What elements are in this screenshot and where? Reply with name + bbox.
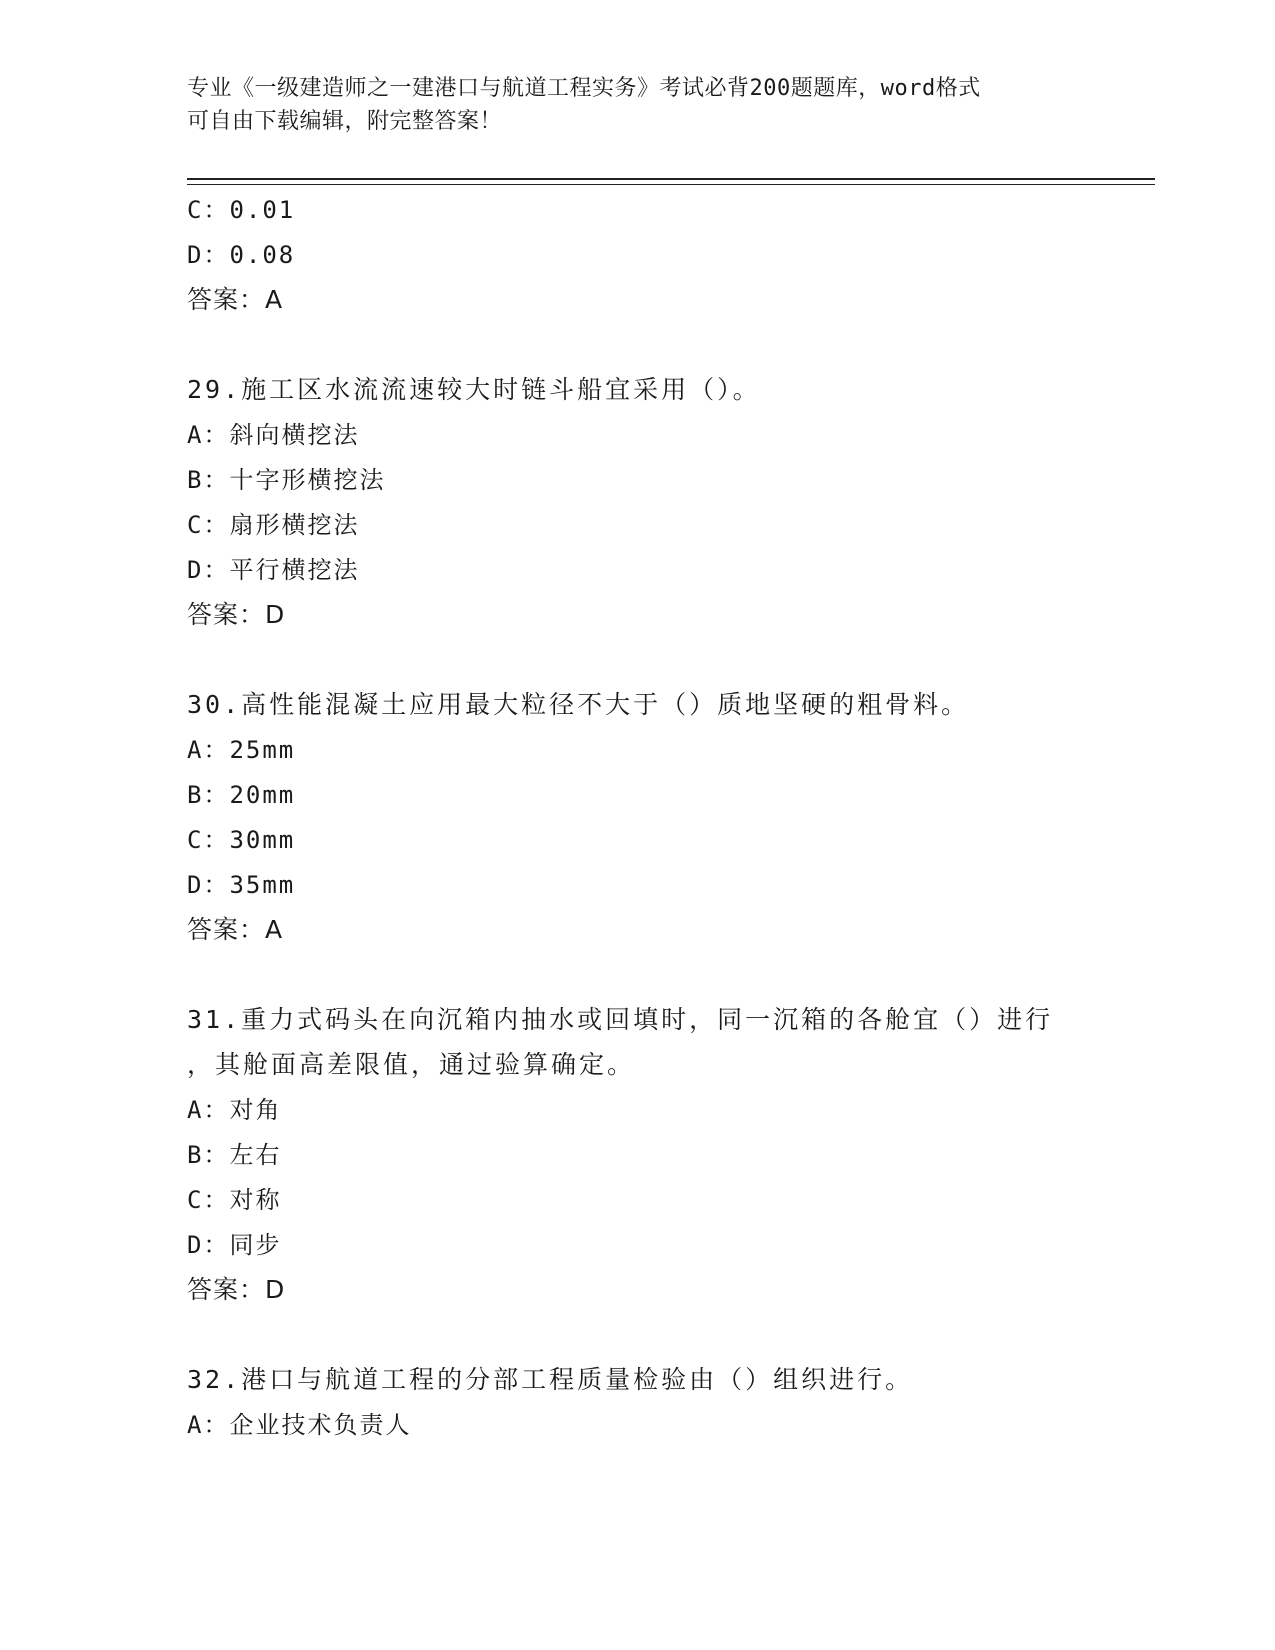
q31-option-a: A：对角: [187, 1096, 282, 1124]
q29-option-b: B：十字形横挖法: [187, 466, 386, 494]
q30-option-a: A：25mm: [187, 736, 296, 764]
q29-answer: 答案：D: [187, 600, 286, 629]
q28-answer: 答案：A: [187, 285, 284, 314]
q30-answer: 答案：A: [187, 915, 284, 944]
q29-option-a: A：斜向横挖法: [187, 421, 360, 449]
q30-option-c: C：30mm: [187, 826, 296, 854]
q31-answer: 答案：D: [187, 1275, 286, 1304]
q31-stem-line-1: 31.重力式码头在向沉箱内抽水或回填时，同一沉箱的各舱宜（）进行: [187, 1005, 1054, 1034]
q31-option-b: B：左右: [187, 1141, 282, 1169]
q30-option-d: D：35mm: [187, 871, 296, 899]
q29-option-c: C：扇形横挖法: [187, 511, 360, 539]
q30-option-b: B：20mm: [187, 781, 296, 809]
q31-stem-line-2: ，其舱面高差限值，通过验算确定。: [187, 1050, 636, 1079]
header-title-line-2: 可自由下载编辑，附完整答案！: [187, 109, 503, 134]
q29-stem: 29.施工区水流流速较大时链斗船宜采用（）。: [187, 375, 761, 404]
q29-option-d: D：平行横挖法: [187, 556, 360, 584]
q31-option-d: D：同步: [187, 1231, 282, 1259]
header-rule-thin: [187, 184, 1155, 185]
q31-option-c: C：对称: [187, 1186, 282, 1214]
q28-option-c: C：0.01: [187, 196, 296, 224]
header-rule-thick: [187, 178, 1155, 180]
q32-stem: 32.港口与航道工程的分部工程质量检验由（）组织进行。: [187, 1365, 914, 1394]
header-title-line-1: 专业《一级建造师之一建港口与航道工程实务》考试必背200题题库，word格式: [187, 76, 981, 101]
q30-stem: 30.高性能混凝土应用最大粒径不大于（）质地坚硬的粗骨料。: [187, 690, 970, 719]
document-header: [187, 72, 1067, 138]
q32-option-a: A：企业技术负责人: [187, 1411, 412, 1439]
q28-option-d: D：0.08: [187, 241, 296, 269]
